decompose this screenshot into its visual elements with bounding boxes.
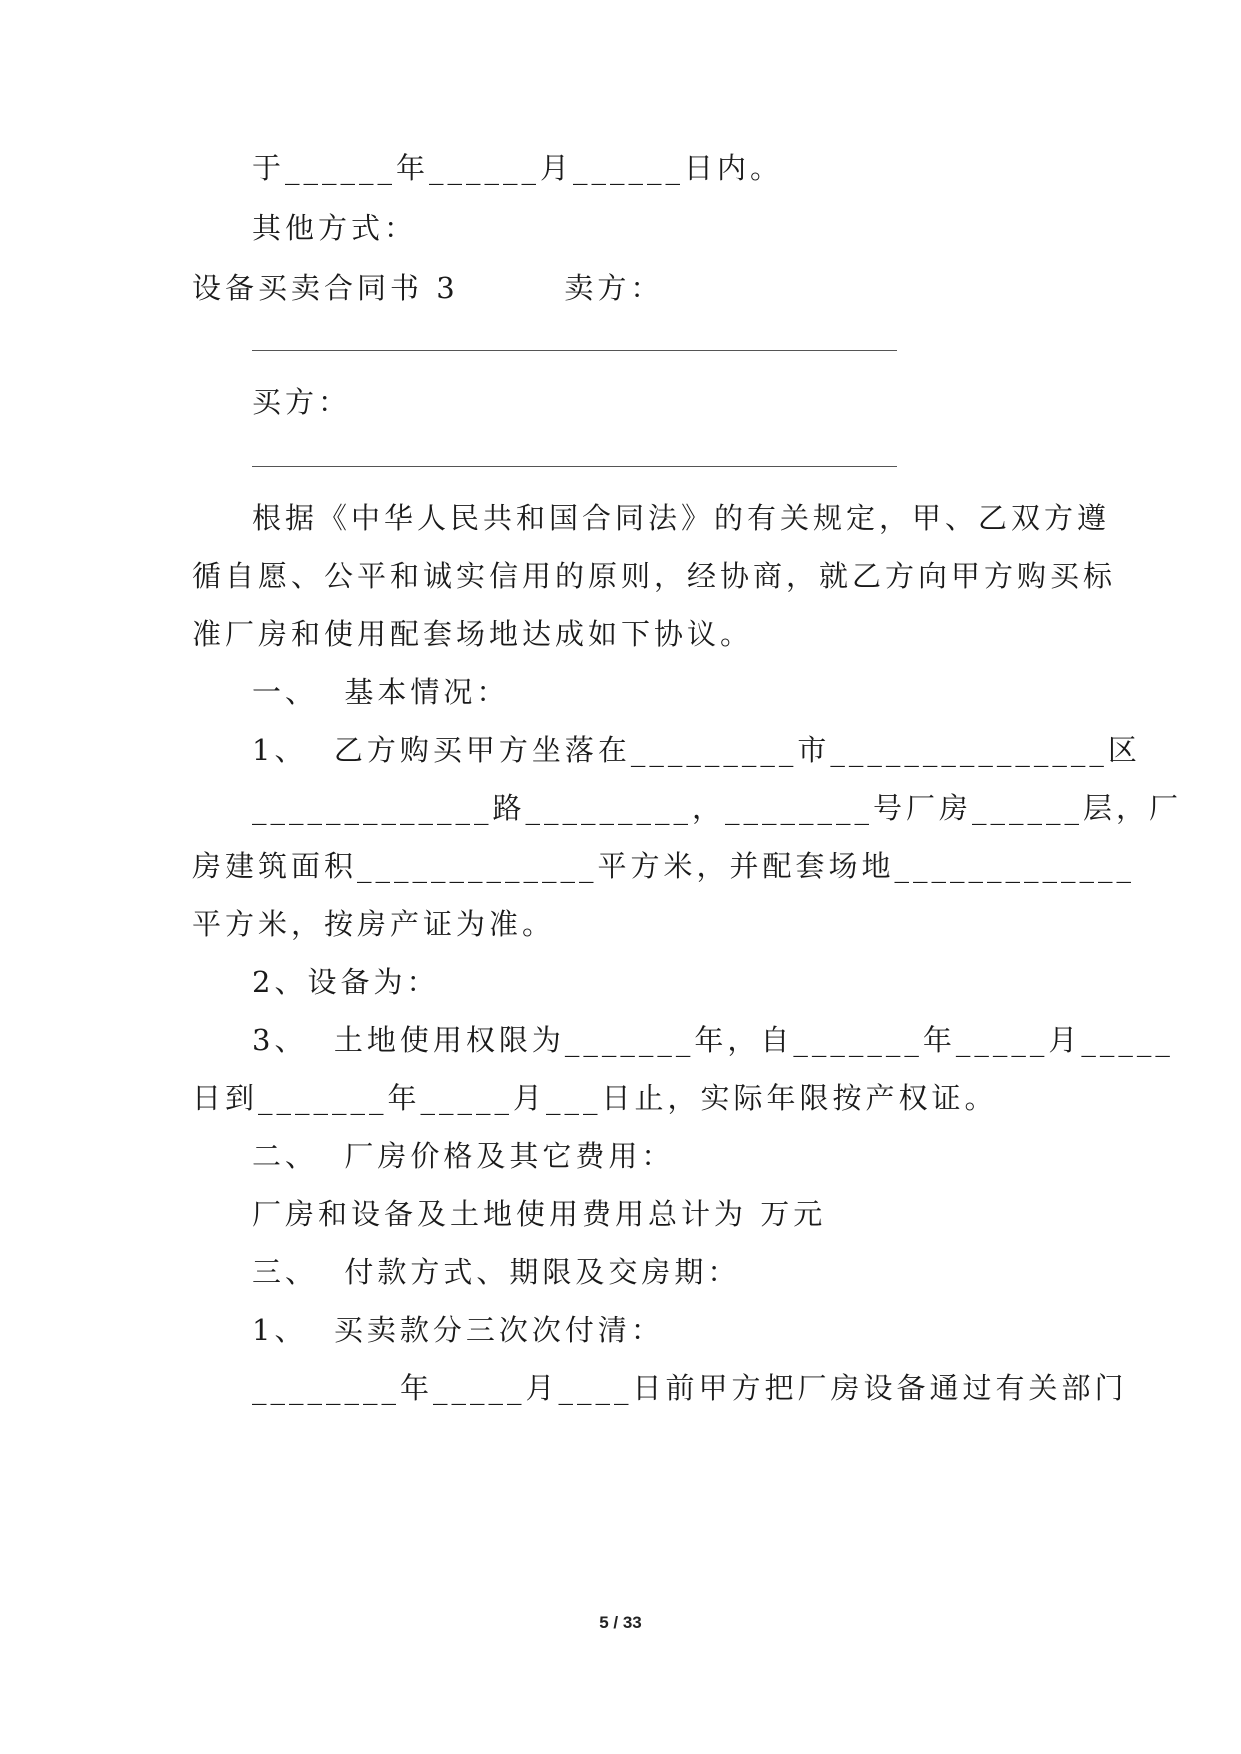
signature-blank-line [252, 466, 897, 467]
text-line: _____________路_________，________号厂房______层，厂 [252, 791, 1183, 825]
text-line: 买方： [252, 385, 352, 419]
text-line: 1、 买卖款分三次次付清： [252, 1313, 664, 1347]
text-line: 日到_______年_____月___日止，实际年限按产权证。 [192, 1081, 998, 1115]
text-line: 循自愿、公平和诚实信用的原则，经协商，就乙方向甲方购买标 [192, 559, 1117, 593]
text-line: 1、 乙方购买甲方坐落在_________市_______________区 [252, 733, 1141, 767]
text-line: 于______年______月______日内。 [252, 151, 784, 185]
text-line: 一、 基本情况： [252, 675, 510, 709]
text-line: 根据《中华人民共和国合同法》的有关规定，甲、乙双方遵 [252, 501, 1111, 535]
signature-blank-line [252, 350, 897, 351]
text-line: 其他方式： [252, 211, 418, 245]
page-number: 5 / 33 [599, 1613, 642, 1632]
text-line: 二、 厂房价格及其它费用： [252, 1139, 675, 1173]
text-line: ________年_____月____日前甲方把厂房设备通过有关部门 [252, 1371, 1128, 1405]
text-line: 3、 土地使用权限为_______年，自_______年_____月_____ [252, 1023, 1174, 1057]
text-line: 平方米，按房产证为准。 [192, 907, 556, 941]
text-line: 准厂房和使用配套场地达成如下协议。 [192, 617, 754, 651]
section-heading: 设备买卖合同书 3 卖方： [192, 271, 664, 305]
text-line: 房建筑面积_____________平方米，并配套场地_____________ [192, 849, 1136, 883]
text-line: 2、设备为： [252, 965, 440, 999]
text-line: 厂房和设备及土地使用费用总计为 万元 [252, 1197, 827, 1231]
text-line: 三、 付款方式、期限及交房期： [252, 1255, 741, 1289]
